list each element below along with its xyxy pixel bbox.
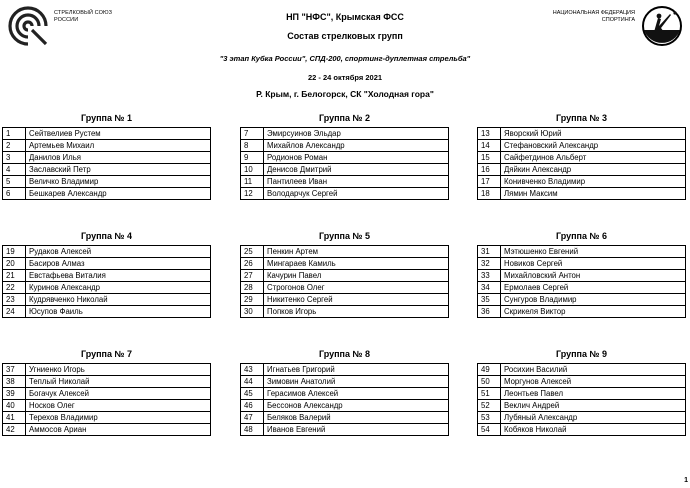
- shooter-number: 7: [241, 128, 264, 140]
- page-subtitle: Состав стрелковых групп: [287, 31, 403, 41]
- shooter-name: Угниенко Игорь: [26, 364, 211, 376]
- org-left-name: СТРЕЛКОВЫЙ СОЮЗ РОССИИ: [54, 10, 113, 23]
- table-row: [478, 282, 686, 294]
- shooter-name: Пантилеев Иван: [264, 176, 449, 188]
- shooter-number: 51: [478, 388, 501, 400]
- table-row: [241, 246, 449, 258]
- table-row: [478, 270, 686, 282]
- shooter-number: 4: [3, 164, 26, 176]
- table-row: [478, 152, 686, 164]
- shooter-number: 12: [241, 188, 264, 200]
- table-row: [3, 188, 211, 200]
- event-dates: 22 - 24 октября 2021: [307, 73, 383, 82]
- table-row: [3, 164, 211, 176]
- shooter-name: Кудрявченко Николай: [26, 294, 211, 306]
- shooter-name: Лямин Максим: [501, 188, 686, 200]
- shooter-number: 31: [478, 246, 501, 258]
- table-row: [478, 388, 686, 400]
- table-row: [241, 152, 449, 164]
- shooter-number: 39: [3, 388, 26, 400]
- table-row: [3, 306, 211, 318]
- group-6: [477, 230, 686, 318]
- table-row: [241, 164, 449, 176]
- shooter-number: 32: [478, 258, 501, 270]
- table-row: [3, 152, 211, 164]
- group-8: [240, 348, 449, 436]
- table-row: [241, 364, 449, 376]
- group-table: [477, 127, 686, 200]
- group-7: [2, 348, 211, 436]
- table-row: [241, 294, 449, 306]
- shooter-number: 42: [3, 424, 26, 436]
- group-title: Группа № 8: [318, 349, 371, 359]
- shooter-number: 3: [3, 152, 26, 164]
- table-row: [241, 306, 449, 318]
- shooter-name: Лубяный Александр: [501, 412, 686, 424]
- group-table: [240, 245, 449, 318]
- group-title: Группа № 5: [318, 231, 371, 241]
- group-1: [2, 112, 211, 200]
- shooter-name: Рудаков Алексей: [26, 246, 211, 258]
- shooter-number: 26: [241, 258, 264, 270]
- shooter-name: Зимовин Анатолий: [264, 376, 449, 388]
- shooter-name: Моргунов Алексей: [501, 376, 686, 388]
- table-row: [3, 282, 211, 294]
- group-title: Группа № 9: [555, 349, 608, 359]
- group-5: [240, 230, 449, 318]
- shooter-number: 14: [478, 140, 501, 152]
- group-3: [477, 112, 686, 200]
- group-table: [477, 363, 686, 436]
- shooter-name: Данилов Илья: [26, 152, 211, 164]
- table-row: [478, 258, 686, 270]
- sporting-federation-logo: [640, 4, 684, 48]
- shooter-name: Величко Владимир: [26, 176, 211, 188]
- table-row: [3, 400, 211, 412]
- table-row: [241, 424, 449, 436]
- shooter-name: Попков Игорь: [264, 306, 449, 318]
- table-row: [3, 364, 211, 376]
- shooter-number: 24: [3, 306, 26, 318]
- shooter-number: 2: [3, 140, 26, 152]
- shooter-number: 23: [3, 294, 26, 306]
- table-row: [241, 282, 449, 294]
- shooter-number: 17: [478, 176, 501, 188]
- shooter-number: 10: [241, 164, 264, 176]
- table-row: [478, 400, 686, 412]
- shooter-number: 40: [3, 400, 26, 412]
- shooter-name: Росихин Василий: [501, 364, 686, 376]
- shooter-name: Артемьев Михаил: [26, 140, 211, 152]
- event-location: Р. Крым, г. Белогорск, СК "Холодная гора": [256, 89, 434, 99]
- table-row: [3, 270, 211, 282]
- table-row: [478, 412, 686, 424]
- shooter-name: Бешкарев Александр: [26, 188, 211, 200]
- table-row: [3, 140, 211, 152]
- group-title: Группа № 7: [80, 349, 133, 359]
- shooter-name: Мингараев Камиль: [264, 258, 449, 270]
- group-table: [2, 245, 211, 318]
- shooter-number: 11: [241, 176, 264, 188]
- shooter-name: Носков Олег: [26, 400, 211, 412]
- shooter-name: Михайловский Антон: [501, 270, 686, 282]
- table-row: [241, 270, 449, 282]
- shooter-name: Иванов Евгений: [264, 424, 449, 436]
- table-row: [3, 388, 211, 400]
- shooter-name: Игнатьев Григорий: [264, 364, 449, 376]
- shooter-number: 45: [241, 388, 264, 400]
- shooter-number: 37: [3, 364, 26, 376]
- table-row: [241, 400, 449, 412]
- group-table: [477, 245, 686, 318]
- event-name: "3 этап Кубка России", СПД-200, спортинг-дуплетная стрельба": [219, 54, 471, 63]
- shooter-number: 1: [3, 128, 26, 140]
- shooter-number: 33: [478, 270, 501, 282]
- group-table: [2, 127, 211, 200]
- table-row: [241, 188, 449, 200]
- shooter-name: Сайфетдинов Альберт: [501, 152, 686, 164]
- shooter-name: Терехов Владимир: [26, 412, 211, 424]
- shooter-name: Басиров Алмаз: [26, 258, 211, 270]
- group-title: Группа № 6: [555, 231, 608, 241]
- shooter-number: 28: [241, 282, 264, 294]
- shooter-number: 21: [3, 270, 26, 282]
- shooter-name: Мэтюшенко Евгений: [501, 246, 686, 258]
- shooter-number: 29: [241, 294, 264, 306]
- table-row: [478, 294, 686, 306]
- group-2: [240, 112, 449, 200]
- table-row: [478, 306, 686, 318]
- shooter-name: Володарчук Сергей: [264, 188, 449, 200]
- shooter-number: 46: [241, 400, 264, 412]
- shooter-number: 50: [478, 376, 501, 388]
- shooter-name: Конивченко Владимир: [501, 176, 686, 188]
- shooter-name: Евстафьева Виталия: [26, 270, 211, 282]
- shooter-name: Бессонов Александр: [264, 400, 449, 412]
- shooter-name: Теплый Николай: [26, 376, 211, 388]
- table-row: [478, 424, 686, 436]
- table-row: [241, 140, 449, 152]
- shooter-number: 47: [241, 412, 264, 424]
- table-row: [478, 188, 686, 200]
- shooter-name: Аммосов Ариан: [26, 424, 211, 436]
- shooter-name: Пенкин Артем: [264, 246, 449, 258]
- shooter-name: Михайлов Александр: [264, 140, 449, 152]
- shooter-name: Дяйкин Александр: [501, 164, 686, 176]
- shooter-number: 18: [478, 188, 501, 200]
- shooter-name: Беляков Валерий: [264, 412, 449, 424]
- shooter-number: 13: [478, 128, 501, 140]
- group-table: [240, 363, 449, 436]
- shooter-number: 30: [241, 306, 264, 318]
- shooter-name: Стефановский Александр: [501, 140, 686, 152]
- shooter-number: 38: [3, 376, 26, 388]
- table-row: [478, 176, 686, 188]
- shooter-number: 25: [241, 246, 264, 258]
- shooter-name: Качурин Павел: [264, 270, 449, 282]
- shooter-number: 20: [3, 258, 26, 270]
- shooter-number: 6: [3, 188, 26, 200]
- shooter-number: 54: [478, 424, 501, 436]
- table-row: [478, 164, 686, 176]
- shooter-name: Денисов Дмитрий: [264, 164, 449, 176]
- page-number: 1: [684, 477, 688, 484]
- group-title: Группа № 3: [555, 113, 608, 123]
- shooter-number: 48: [241, 424, 264, 436]
- shooter-name: Эмирсуинов Эльдар: [264, 128, 449, 140]
- shooter-name: Веклич Андрей: [501, 400, 686, 412]
- table-row: [241, 412, 449, 424]
- table-row: [3, 128, 211, 140]
- table-row: [478, 128, 686, 140]
- shooter-number: 8: [241, 140, 264, 152]
- shooter-name: Строгонов Олег: [264, 282, 449, 294]
- table-row: [241, 388, 449, 400]
- shooter-name: Яворский Юрий: [501, 128, 686, 140]
- shooter-number: 5: [3, 176, 26, 188]
- shooter-number: 41: [3, 412, 26, 424]
- shooter-name: Скрикеля Виктор: [501, 306, 686, 318]
- shooter-number: 44: [241, 376, 264, 388]
- shooter-number: 9: [241, 152, 264, 164]
- table-row: [478, 246, 686, 258]
- table-row: [478, 376, 686, 388]
- shooter-name: Юсупов Фаиль: [26, 306, 211, 318]
- shooter-name: Герасимов Алексей: [264, 388, 449, 400]
- shooter-number: 19: [3, 246, 26, 258]
- table-row: [478, 364, 686, 376]
- shooter-name: Леонтьев Павел: [501, 388, 686, 400]
- shooter-number: 49: [478, 364, 501, 376]
- page-title: НП "НФС", Крымская ФСС: [286, 12, 404, 22]
- shooter-name: Кобяков Николай: [501, 424, 686, 436]
- group-table: [240, 127, 449, 200]
- table-row: [241, 258, 449, 270]
- shooter-name: Заславский Петр: [26, 164, 211, 176]
- shooter-name: Сейтвелиев Рустем: [26, 128, 211, 140]
- group-table: [2, 363, 211, 436]
- table-row: [3, 176, 211, 188]
- table-row: [241, 376, 449, 388]
- group-9: [477, 348, 686, 436]
- shooter-number: 52: [478, 400, 501, 412]
- table-row: [241, 128, 449, 140]
- shooter-name: Родионов Роман: [264, 152, 449, 164]
- shooter-number: 34: [478, 282, 501, 294]
- shooter-number: 16: [478, 164, 501, 176]
- table-row: [241, 176, 449, 188]
- group-title: Группа № 2: [318, 113, 371, 123]
- shooter-number: 43: [241, 364, 264, 376]
- shooter-name: Ермолаев Сергей: [501, 282, 686, 294]
- table-row: [3, 376, 211, 388]
- shooter-number: 35: [478, 294, 501, 306]
- shooter-number: 22: [3, 282, 26, 294]
- shooter-number: 36: [478, 306, 501, 318]
- shooter-name: Никитенко Сергей: [264, 294, 449, 306]
- shooter-number: 27: [241, 270, 264, 282]
- table-row: [3, 424, 211, 436]
- shooter-name: Новиков Сергей: [501, 258, 686, 270]
- shooter-number: 53: [478, 412, 501, 424]
- group-title: Группа № 1: [80, 113, 133, 123]
- group-title: Группа № 4: [80, 231, 133, 241]
- table-row: [3, 412, 211, 424]
- shooter-name: Богачук Алексей: [26, 388, 211, 400]
- table-row: [3, 258, 211, 270]
- table-row: [478, 140, 686, 152]
- shooter-number: 15: [478, 152, 501, 164]
- group-4: [2, 230, 211, 318]
- shooter-name: Сунгуров Владимир: [501, 294, 686, 306]
- shooting-union-logo: [6, 4, 50, 48]
- table-row: [3, 294, 211, 306]
- org-right-name: НАЦИОНАЛЬНАЯ ФЕДЕРАЦИЯ СПОРТИНГА: [552, 10, 635, 23]
- table-row: [3, 246, 211, 258]
- shooter-name: Куринов Александр: [26, 282, 211, 294]
